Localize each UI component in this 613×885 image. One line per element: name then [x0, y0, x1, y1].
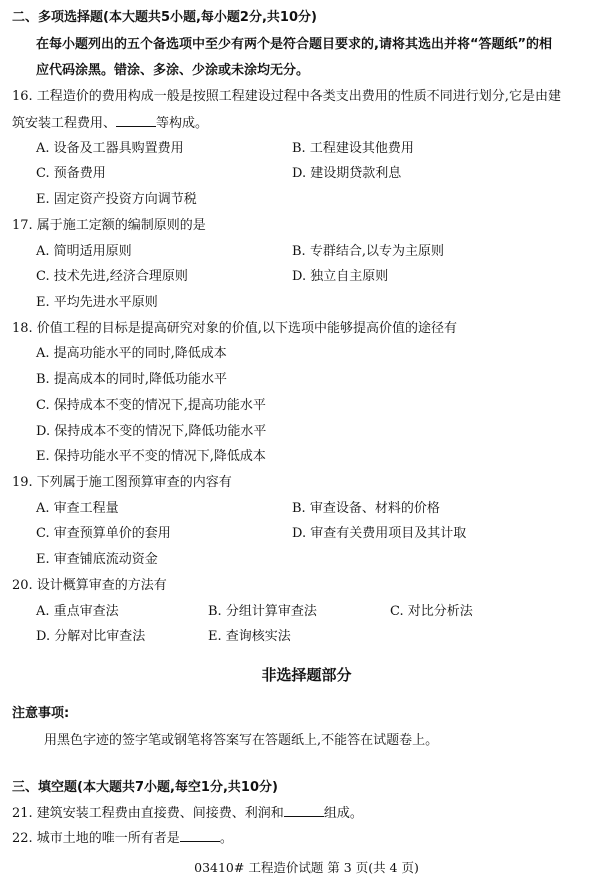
notes-text: 用黑色字迹的签字笔或钢笔将答案写在答题纸上,不能答在试题卷上。	[44, 733, 439, 748]
section-instruction-cont: 应代码涂黑。错涂、多涂、少涂或未涂均无分。	[36, 63, 310, 78]
question-stem: 18. 价值工程的目标是提高研究对象的价值,以下选项中能够提高价值的途径有	[12, 321, 457, 336]
stem-text: 。	[219, 831, 233, 846]
question-stem: 19. 下列属于施工图预算审查的内容有	[12, 475, 232, 490]
question-stem-cont	[12, 113, 208, 134]
option-e: E. 平均先进水平原则	[36, 295, 158, 310]
option-c: C. 保持成本不变的情况下,提高功能水平	[36, 398, 266, 413]
option-e: E. 审查铺底流动资金	[36, 552, 158, 567]
question-stem: 20. 设计概算审查的方法有	[12, 578, 167, 593]
fill-blank	[284, 803, 324, 817]
stem-text: 21. 建筑安装工程费由直接费、间接费、利润和	[12, 806, 284, 821]
fill-blank	[116, 113, 156, 127]
question-stem	[12, 828, 233, 849]
option-e: E. 保持功能水平不变的情况下,降低成本	[36, 449, 266, 464]
option-d: D. 独立自主原则	[292, 269, 389, 284]
option-c: C. 预备费用	[36, 166, 106, 181]
section-header: 三、填空题(本大题共7小题,每空1分,共10分)	[12, 780, 278, 795]
option-b: B. 审查设备、材料的价格	[292, 501, 440, 516]
option-d: D. 分解对比审查法	[36, 629, 146, 644]
option-b: B. 分组计算审查法	[208, 604, 317, 619]
option-e: E. 查询核实法	[208, 629, 291, 644]
section-instruction: 在每小题列出的五个备选项中至少有两个是符合题目要求的,请将其选出并将“答题纸”的相	[36, 37, 553, 52]
option-b: B. 提高成本的同时,降低功能水平	[36, 372, 227, 387]
stem-text: 等构成。	[156, 116, 209, 131]
option-c: C. 对比分析法	[390, 604, 473, 619]
option-a: A. 重点审查法	[36, 604, 119, 619]
option-d: D. 建设期贷款利息	[292, 166, 402, 181]
option-b: B. 工程建设其他费用	[292, 141, 414, 156]
notes-label: 注意事项:	[12, 706, 70, 721]
option-d: D. 保持成本不变的情况下,降低功能水平	[36, 424, 267, 439]
part-title: 非选择题部分	[261, 666, 352, 684]
stem-text: 组成。	[323, 806, 363, 821]
option-b: B. 专群结合,以专为主原则	[292, 244, 444, 259]
section-header: 二、多项选择题(本大题共5小题,每小题2分,共10分)	[12, 10, 317, 25]
option-e: E. 固定资产投资方向调节税	[36, 192, 197, 207]
option-d: D. 审查有关费用项目及其计取	[292, 526, 467, 541]
question-stem: 16. 工程造价的费用构成一般是按照工程建设过程中各类支出费用的性质不同进行划分,它是由建	[12, 89, 561, 104]
option-a: A. 设备及工器具购置费用	[36, 141, 184, 156]
question-stem: 17. 属于施工定额的编制原则的是	[12, 218, 206, 233]
option-c: C. 技术先进,经济合理原则	[36, 269, 188, 284]
option-a: A. 审查工程量	[36, 501, 119, 516]
page-footer: 03410# 工程造价试题 第 3 页(共 4 页)	[194, 860, 419, 875]
option-c: C. 审查预算单价的套用	[36, 526, 171, 541]
stem-text: 筑安装工程费用、	[12, 116, 117, 131]
question-stem	[12, 803, 363, 824]
option-a: A. 提高功能水平的同时,降低成本	[36, 346, 227, 361]
option-a: A. 简明适用原则	[36, 244, 132, 259]
stem-text: 22. 城市土地的唯一所有者是	[12, 831, 180, 846]
fill-blank	[180, 828, 220, 842]
